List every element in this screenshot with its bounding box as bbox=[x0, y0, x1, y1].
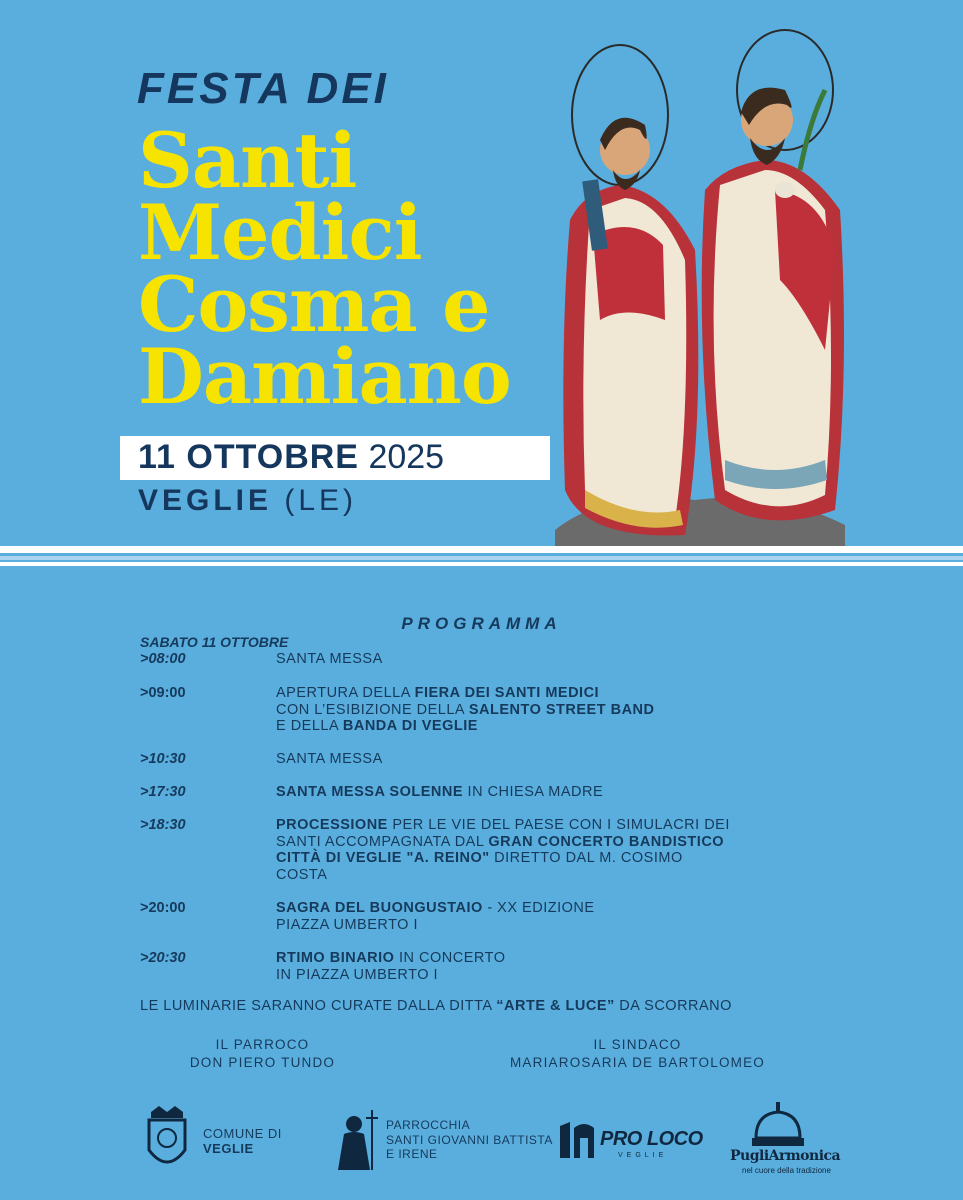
title-line-3: Cosma e bbox=[138, 260, 490, 349]
event-text-segment: IN PIAZZA UMBERTO I bbox=[276, 966, 439, 983]
date-year: 2025 bbox=[368, 438, 445, 476]
sindaco-role: IL SINDACO bbox=[593, 1037, 682, 1052]
event-text-segment: BANDA DI VEGLIE bbox=[342, 718, 478, 734]
event-text-segment: SANTI ACCOMPAGNATA DAL bbox=[276, 833, 489, 850]
event-text-segment: PER LE VIE DEL PAESE CON I SIMULACRI DEI bbox=[387, 817, 730, 833]
event-text-segment: SANTA MESSA bbox=[276, 751, 383, 767]
event-description bbox=[276, 950, 816, 983]
event-time: >20:00 bbox=[140, 900, 186, 916]
proloco-name: PRO LOCO bbox=[600, 1128, 703, 1150]
date-day-month: 11 OTTOBRE bbox=[138, 438, 359, 476]
event-time: >10:30 bbox=[140, 751, 186, 767]
event-description-line bbox=[276, 967, 816, 984]
event-text-segment: FIERA DEI SANTI MEDICI bbox=[414, 685, 600, 701]
event-text-segment: CON L’ESIBIZIONE DELLA bbox=[276, 701, 469, 718]
event-text-segment: APERTURA DELLA bbox=[276, 685, 415, 701]
event-text-segment: GRAN CONCERTO BANDISTICO bbox=[488, 833, 725, 850]
event-text-segment: IN CHIESA MADRE bbox=[463, 784, 604, 800]
event-description bbox=[276, 817, 816, 883]
luminarie-segment: DA SCORRANO bbox=[614, 998, 732, 1014]
luminarie-segment: “ARTE & LUCE” bbox=[496, 998, 615, 1014]
event-text-segment: IN CONCERTO bbox=[394, 950, 506, 966]
parrocchia-logo-text bbox=[386, 1118, 553, 1162]
event-description-line bbox=[276, 850, 816, 867]
place-province: (LE) bbox=[284, 484, 358, 517]
programma-day: SABATO 11 OTTOBRE bbox=[140, 634, 289, 650]
event-description-line bbox=[276, 651, 816, 668]
parroco-name: DON PIERO TUNDO bbox=[189, 1055, 336, 1070]
puglia-dome-icon bbox=[748, 1102, 808, 1148]
event-text-segment: SALENTO STREET BAND bbox=[468, 701, 655, 718]
proloco-tower-icon bbox=[558, 1120, 598, 1160]
event-description bbox=[276, 651, 816, 668]
event-date bbox=[138, 438, 444, 477]
title-line-1: Santi bbox=[138, 116, 357, 205]
title-line-4: Damiano bbox=[138, 332, 511, 421]
saints-statue-image bbox=[545, 20, 855, 550]
event-text-segment: SAGRA DEL BUONGUSTAIO bbox=[276, 900, 483, 916]
comune-crest-icon bbox=[145, 1104, 189, 1174]
divider-stripe-white-2 bbox=[0, 562, 963, 566]
event-description bbox=[276, 900, 816, 933]
festa-heading: FESTA DEI bbox=[137, 64, 389, 113]
event-description-line bbox=[276, 834, 816, 851]
event-description-line bbox=[276, 718, 816, 735]
luminarie-segment: LE LUMINARIE SARANNO CURATE DALLA DITTA bbox=[140, 998, 497, 1014]
parrocchia-line1: PARROCCHIA bbox=[386, 1118, 471, 1132]
luminarie-note bbox=[140, 998, 732, 1014]
puglia-name: PugliArmonica bbox=[730, 1148, 841, 1164]
parroco-role: IL PARROCO bbox=[215, 1037, 310, 1052]
event-description-line bbox=[276, 685, 816, 702]
proloco-sub: VEGLIE bbox=[618, 1152, 668, 1159]
event-time: >17:30 bbox=[140, 784, 186, 800]
event-description bbox=[276, 784, 816, 801]
parrocchia-line3: E IRENE bbox=[386, 1147, 438, 1161]
parrocchia-saint-icon bbox=[338, 1108, 382, 1172]
event-description-line bbox=[276, 817, 816, 834]
divider-stripe-light bbox=[0, 556, 963, 560]
divider-stripe-white-1 bbox=[0, 546, 963, 553]
event-description-line bbox=[276, 900, 816, 917]
event-description-line bbox=[276, 784, 816, 801]
event-text-segment: PIAZZA UMBERTO I bbox=[276, 916, 419, 933]
comune-logo-text bbox=[203, 1126, 282, 1156]
event-text-segment: E DELLA bbox=[276, 718, 343, 734]
signature-parroco bbox=[170, 1036, 355, 1072]
event-text-segment: PROCESSIONE bbox=[276, 817, 388, 833]
event-text-segment: - XX EDIZIONE bbox=[482, 900, 595, 916]
event-text-segment: RTIMO BINARIO bbox=[276, 950, 395, 966]
programma-title: PROGRAMMA bbox=[401, 614, 562, 633]
parrocchia-line2: SANTI GIOVANNI BATTISTA bbox=[386, 1132, 553, 1147]
comune-line2: VEGLIE bbox=[203, 1141, 254, 1156]
event-place bbox=[138, 484, 357, 518]
event-text-segment: CITTÀ DI VEGLIE "A. REINO" bbox=[276, 850, 490, 866]
event-description-line bbox=[276, 950, 816, 967]
signature-sindaco bbox=[480, 1036, 795, 1072]
event-text-segment: DIRETTO DAL M. COSIMO bbox=[489, 850, 683, 866]
sindaco-name: MARIAROSARIA DE BARTOLOMEO bbox=[509, 1055, 765, 1070]
puglia-tagline: nel cuore della tradizione bbox=[742, 1166, 831, 1175]
title-line-2: Medici bbox=[138, 188, 422, 277]
event-text-segment: SANTA MESSA SOLENNE bbox=[276, 784, 464, 800]
event-description-line bbox=[276, 702, 816, 719]
place-town: VEGLIE bbox=[138, 484, 273, 517]
event-time: >08:00 bbox=[140, 651, 186, 667]
event-time: >09:00 bbox=[140, 685, 186, 701]
event-text-segment: SANTA MESSA bbox=[276, 651, 383, 667]
event-description-line bbox=[276, 751, 816, 768]
event-text-segment: COSTA bbox=[276, 866, 328, 883]
event-description bbox=[276, 685, 816, 735]
event-description-line bbox=[276, 917, 816, 934]
event-time: >20:30 bbox=[140, 950, 186, 966]
event-time: >18:30 bbox=[140, 817, 186, 833]
event-description-line bbox=[276, 867, 816, 884]
event-description bbox=[276, 751, 816, 768]
comune-line1: COMUNE DI bbox=[203, 1126, 282, 1141]
